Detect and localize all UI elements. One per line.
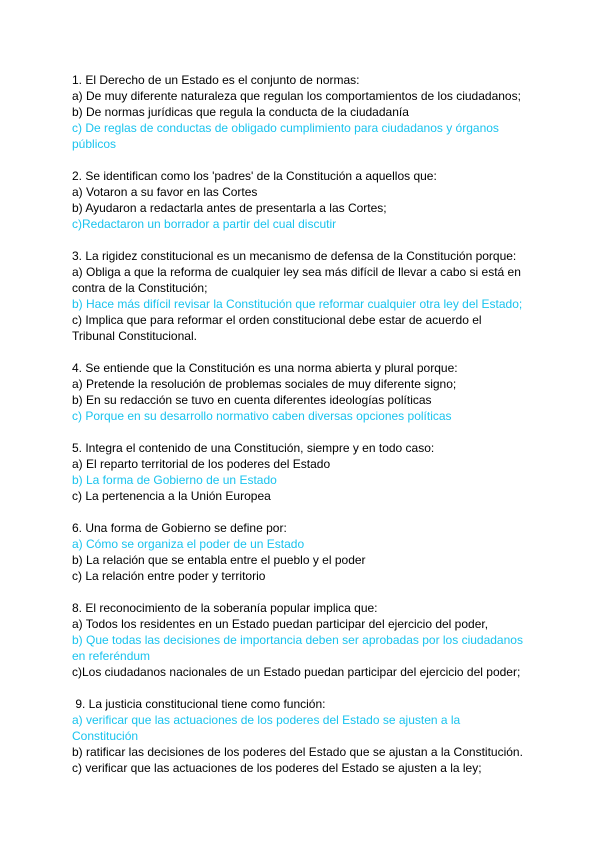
question-block (72, 696, 542, 776)
question-text: 9. La justicia constitucional tiene como función: (72, 697, 326, 711)
option-a-highlighted: a) verificar que las actuaciones de los poderes del Estado se ajusten a la Constitución (72, 713, 461, 743)
question-text: 5. Integra el contenido de una Constitución, siempre y en todo caso: (72, 441, 435, 455)
option-b-highlighted: b) La forma de Gobierno de un Estado (72, 473, 277, 487)
option-b: b) De normas jurídicas que regula la conducta de la ciudadanía (72, 105, 409, 119)
question-text: 6. Una forma de Gobierno se define por: (72, 521, 287, 535)
option-a: a) El reparto territorial de los poderes del Estado (72, 457, 331, 471)
question-block (72, 440, 542, 504)
option-b-highlighted: b) Que todas las decisiones de importancia deben ser aprobadas por los ciudadanos en referéndum (72, 633, 523, 663)
option-a: a) Todos los residentes en un Estado puedan participar del ejercicio del poder, (72, 617, 489, 631)
option-a: a) Votaron a su favor en las Cortes (72, 185, 258, 199)
question-text: 2. Se identifican como los 'padres' de la Constitución a aquellos que: (72, 169, 437, 183)
option-b: b) ratificar las decisiones de los poderes del Estado que se ajustan a la Constitución. (72, 745, 523, 759)
question-text: 4. Se entiende que la Constitución es una norma abierta y plural porque: (72, 361, 458, 375)
option-b-highlighted: b) Hace más difícil revisar la Constitución que reformar cualquier otra ley del Estado; (72, 297, 523, 311)
question-text: 8. El reconocimiento de la soberanía popular implica que: (72, 601, 378, 615)
question-text: 1. El Derecho de un Estado es el conjunto de normas: (72, 73, 360, 87)
option-a-highlighted: a) Cómo se organiza el poder de un Estado (72, 537, 305, 551)
question-block (72, 600, 542, 680)
option-c: c) verificar que las actuaciones de los poderes del Estado se ajusten a la ley; (72, 761, 482, 775)
question-text: 3. La rigidez constitucional es un mecanismo de defensa de la Constitución porque: (72, 249, 517, 263)
option-c-highlighted: c)Redactaron un borrador a partir del cual discutir (72, 217, 337, 231)
option-b: b) Ayudaron a redactarla antes de presentarla a las Cortes; (72, 201, 387, 215)
option-a: a) Pretende la resolución de problemas sociales de muy diferente signo; (72, 377, 457, 391)
question-block (72, 360, 542, 424)
option-c-highlighted: c) De reglas de conductas de obligado cumplimiento para ciudadanos y órganos públicos (72, 121, 499, 151)
option-c: c) Implica que para reformar el orden constitucional debe estar de acuerdo el Tribunal Constitucional. (72, 313, 482, 343)
option-a: a) De muy diferente naturaleza que regulan los comportamientos de los ciudadanos; (72, 89, 521, 103)
question-block (72, 168, 542, 232)
option-c-highlighted: c) Porque en su desarrollo normativo caben diversas opciones políticas (72, 409, 452, 423)
question-block (72, 248, 542, 344)
option-b: b) En su redacción se tuvo en cuenta diferentes ideologías políticas (72, 393, 432, 407)
option-c: c)Los ciudadanos nacionales de un Estado puedan participar del ejercicio del poder; (72, 665, 521, 679)
option-a: a) Obliga a que la reforma de cualquier ley sea más difícil de llevar a cabo si está en contra de la Constitución; (72, 265, 521, 295)
question-block (72, 520, 542, 584)
option-b: b) La relación que se entabla entre el pueblo y el poder (72, 553, 366, 567)
question-block (72, 72, 542, 152)
option-c: c) La relación entre poder y territorio (72, 569, 266, 583)
option-c: c) La pertenencia a la Unión Europea (72, 489, 271, 503)
